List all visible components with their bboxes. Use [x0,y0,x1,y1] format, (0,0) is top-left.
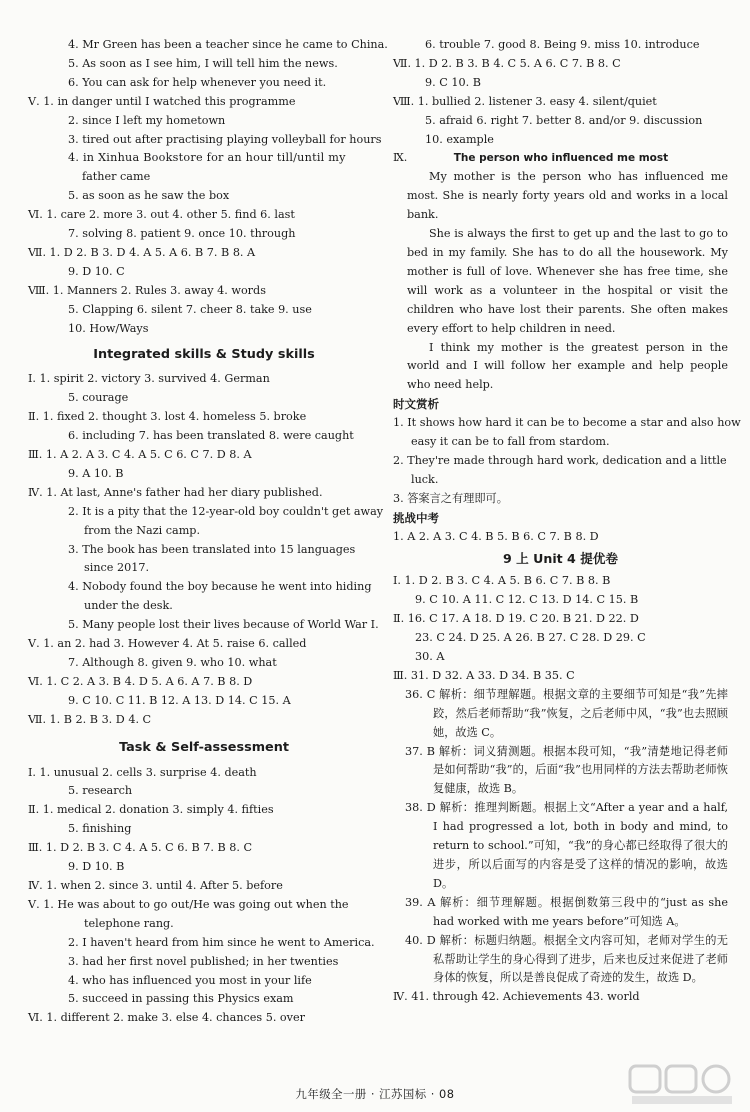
right-column [393,36,741,1007]
analysis-item: 38. D 解析：推理判断题。根据上文“After a year and a half, I had progressed a lot, both in body and mind, to return to school.”可知，“我”的身心都已经取得了很大的进步，所以后面写的内容是受了这样的情况的影响，故选 D。 [405,801,728,890]
essay-paragraph: She is always the first to get up and the last to go to bed in my family. She has to do all the housework. My mother is full of love. Whenever she has free time, she will work as a volunteer in the hospital or visit the children who have lost their parents. She often makes every effort to help children in need. [407,227,728,335]
answer-line: telephone rang. [84,916,174,930]
answer-line: 23. C 24. D 25. A 26. B 27. C 28. D 29. C [415,631,646,645]
essay-title: The person who influenced me most [453,152,669,165]
answer-line: in danger until I watched this programme [57,94,296,108]
answer-line: Ⅱ. 1. fixed 2. thought 3. lost 4. homeless 5. broke [28,410,307,424]
answer-line: 4. in Xinhua Bookstore for an hour till/until my [68,151,346,165]
section-heading-integrated-skills: Integrated skills & Study skills [93,346,315,362]
answer-line: Ⅵ. 1. different 2. make 3. else 4. chances 5. over [28,1011,305,1025]
answer-line: 3. The book has been translated into 15 languages [68,542,356,556]
answer-line: 9. C 10. C 11. B 12. A 13. D 14. C 15. A [68,693,291,707]
answer-line: Ⅶ. 1. B 2. B 3. D 4. C [28,712,152,726]
answer-line: father came [82,170,151,184]
answer-line: 9. C 10. A 11. C 12. C 13. D 14. C 15. B [415,593,639,607]
answer-line: 9. C 10. B [425,75,481,89]
answer-line: Ⅷ. 1. bullied 2. listener 3. easy 4. silent/quiet [393,94,657,108]
answer-line: 6. trouble 7. good 8. Being 9. miss 10. introduce [425,38,700,51]
answer-line: Ⅱ. 1. medical 2. donation 3. simply 4. fifties [28,803,274,817]
answer-line: from the Nazi camp. [84,523,201,537]
answer-line: Ⅴ. 1. an 2. had 3. However 4. At 5. raise 6. called [28,637,307,651]
watermark-logo [628,1062,738,1106]
answer-line: 4. Mr Green has been a teacher since he came to China. [68,38,388,51]
answer-line: Ⅲ. 31. D 32. A 33. D 34. B 35. C [393,668,575,682]
answer-line: 5. courage [68,391,129,405]
answer-line: 5. Clapping 6. silent 7. cheer 8. take 9. use [68,302,312,316]
answer-line: Ⅰ. 1. D 2. B 3. C 4. A 5. B 6. C 7. B 8. B [393,574,611,588]
answer-line: luck. [411,472,439,486]
answer-line: easy it can be to fall from stardom. [411,435,610,449]
answer-line: 2. They're made through hard work, dedication and a little [393,453,727,467]
section-v [28,93,380,112]
answer-line: 5. afraid 6. right 7. better 8. and/or 9. discussion [425,113,703,127]
answer-line: 30. A [415,650,445,663]
answer-line: Ⅳ. 41. through 42. Achievements 43. world [393,990,640,1004]
answer-line: 9. A 10. B [68,466,124,480]
answer-line: Ⅵ. 1. care 2. more 3. out 4. other 5. find 6. last [28,208,295,222]
answer-line: since 2017. [84,561,149,575]
answer-line: Ⅳ. 1. when 2. since 3. until 4. After 5. before [28,878,283,892]
answer-line: 4. who has influenced you most in your life [68,973,312,987]
challenge-exam-tag: 挑战中考 [393,510,439,525]
section-ix-label: Ⅸ. [393,151,408,165]
essay-paragraph: I think my mother is the greatest person in the world and I will follow her example and help people who need help. [407,340,728,392]
answer-line: 7. Although 8. given 9. who 10. what [68,656,277,669]
analysis-item: 39. A 解析：细节理解题。根据倒数第三段中的“just as she had worked with me years before”可知选 A。 [405,895,728,928]
answer-line: Ⅰ. 1. unusual 2. cells 3. surprise 4. death [28,765,257,779]
answer-line: 4. Nobody found the boy because he went into hiding [68,580,372,594]
answer-line: 9. D 10. B [68,860,125,874]
unit-heading: 9 上 Unit 4 提优卷 [503,551,618,567]
answer-line: Ⅵ. 1. C 2. A 3. B 4. D 5. A 6. A 7. B 8. D [28,674,253,688]
analysis-item: 36. C 解析：细节理解题。根据文章的主要细节可知是“我”先摔跤，然后老师帮助“我”恢复，之后老师中风，“我”也去照顾她，故选 C。 [405,687,728,739]
answer-line: Ⅴ. 1. He was about to go out/He was going out when the [28,897,349,911]
answer-line: Ⅷ. 1. Manners 2. Rules 3. away 4. words [28,283,266,297]
answer-line: 2. I haven't heard from him since he went to America. [68,935,375,949]
essay-paragraph: My mother is the person who has influenced me most. She is nearly forty years old and works in a local bank. [407,170,728,222]
answer-line: 3. 答案言之有理即可。 [393,491,508,505]
answer-line: Ⅶ. 1. D 2. B 3. B 4. C 5. A 6. C 7. B 8. C [393,56,621,70]
answer-line: 10. How/Ways [68,321,149,335]
answer-line: 5. Many people lost their lives because of World War Ⅰ. [68,618,379,632]
section-heading-task: Task & Self-assessment [119,739,289,755]
answer-line: 1. A 2. A 3. C 4. B 5. B 6. C 7. B 8. D [393,529,599,543]
answer-line: Ⅶ. 1. D 2. B 3. D 4. A 5. A 6. B 7. B 8. A [28,245,256,259]
answer-line: 5. succeed in passing this Physics exam [68,992,294,1006]
answer-line: 7. solving 8. patient 9. once 10. through [68,227,296,241]
answer-line: 6. You can ask for help whenever you need it. [68,75,327,89]
answer-line: 1. It shows how hard it can be to become a star and also how [393,416,741,430]
answer-line: 3. tired out after practising playing volleyball for hours [68,132,382,146]
answer-line: Ⅱ. 16. C 17. A 18. D 19. C 20. B 21. D 22. D [393,612,639,626]
answer-line: 5. finishing [68,822,132,836]
answer-line: 6. including 7. has been translated 8. were caught [68,429,354,443]
left-column [28,36,388,1028]
news-appreciation-tag: 时文赏析 [393,397,439,412]
answer-line: Ⅳ. 1. At last, Anne's father had her diary published. [28,485,323,499]
answer-line: 2. since I left my hometown [68,113,226,127]
answer-line: 3. had her first novel published; in her twenties [68,954,339,968]
analysis-item: 40. D 解析：标题归纳题。根据全文内容可知，老师对学生的无私帮助让学生的身心得到了进步，后来也反过来促进了老师身体的恢复，所以是善良促成了奇迹的发生，故选 D。 [405,933,728,985]
answer-line: 10. example [425,132,494,146]
answer-line: 5. research [68,784,133,798]
page-footer: 九年级全一册 · 江苏国标 · 08 [295,1087,455,1101]
essay-header [393,149,728,168]
answer-line: 9. D 10. C [68,264,125,278]
answer-line: 5. as soon as he saw the box [68,189,230,203]
section-v-label: Ⅴ. 1. [28,94,54,108]
answer-line: under the desk. [84,599,173,613]
answer-line: 5. As soon as I see him, I will tell him the news. [68,56,338,70]
answer-line: 2. It is a pity that the 12-year-old boy couldn't get away [68,504,384,518]
answer-line: Ⅲ. 1. A 2. A 3. C 4. A 5. C 6. C 7. D 8. A [28,448,252,462]
analysis-item: 37. B 解析：词义猜测题。根据本段可知，“我”清楚地记得老师是如何帮助“我”的，后面“我”也用同样的方法去帮助老师恢复健康，故选 B。 [405,744,728,796]
answer-line: Ⅲ. 1. D 2. B 3. C 4. A 5. C 6. B 7. B 8. C [28,841,253,855]
answer-line: Ⅰ. 1. spirit 2. victory 3. survived 4. German [28,372,270,386]
